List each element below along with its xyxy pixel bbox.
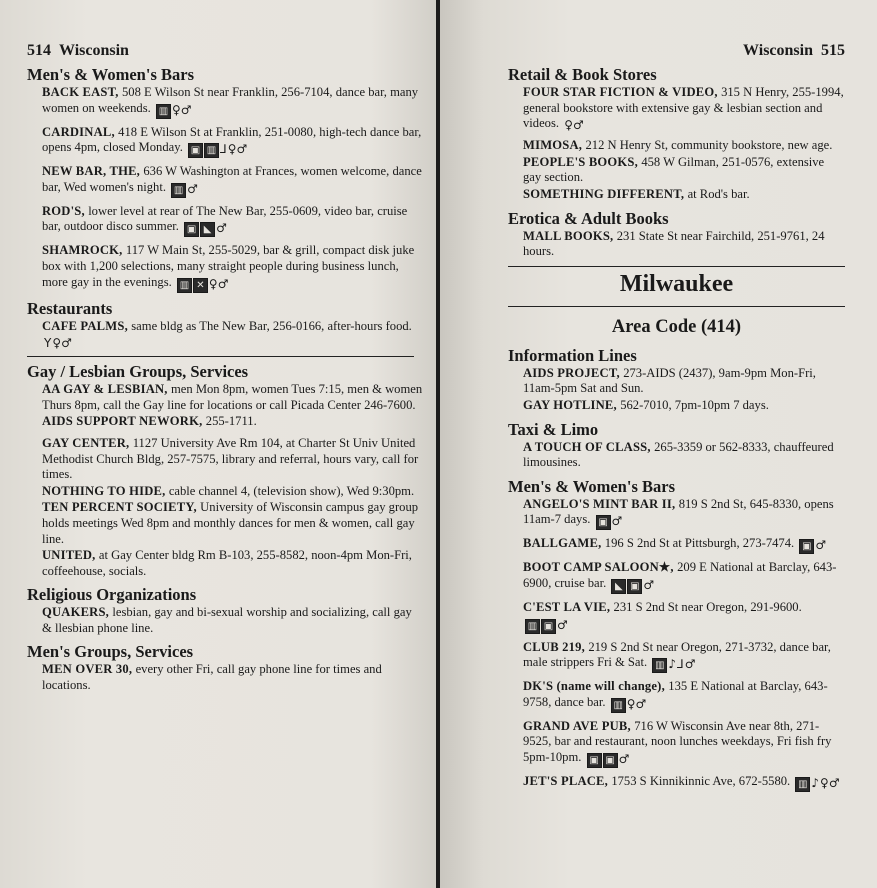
listing-details: 265-3359 or 562-8333, chauffeured limousines. bbox=[523, 439, 834, 470]
listing-details: 315 N Henry, 255-1994, general bookstore with extensive gay & lesbian section and videos. bbox=[523, 85, 844, 131]
listing-entry bbox=[523, 497, 845, 531]
jukebox-icon: ▥ bbox=[156, 104, 171, 119]
listing-details: 209 E National at Barclay, 643-6900, cruise bar. bbox=[523, 560, 837, 590]
listing-details: lesbian, gay and bi-sexual worship and socializing, call gay & llesbian phone line. bbox=[42, 605, 412, 635]
listing-name: MIMOSA, bbox=[523, 138, 586, 153]
listing-name: CAFE PALMS, bbox=[42, 318, 132, 333]
right-content-before bbox=[508, 65, 845, 260]
listing-icons bbox=[44, 337, 72, 350]
listing-details: 231 S 2nd St near Oregon, 291-9600. bbox=[613, 599, 802, 614]
listing-entry bbox=[523, 640, 845, 674]
gay-lesbian-symbol-icon: ♀♂ bbox=[227, 142, 248, 157]
listing-name: BOOT CAMP SALOON★, bbox=[523, 560, 678, 575]
page-number: 514 bbox=[27, 42, 51, 59]
listing-icons bbox=[171, 183, 198, 198]
listing-details: same bldg as The New Bar, 256-0166, after-hours food. bbox=[131, 318, 412, 333]
listing-entry bbox=[42, 414, 424, 430]
listing-icons bbox=[184, 222, 227, 237]
listing-entry bbox=[523, 560, 845, 594]
listing-entry bbox=[42, 662, 424, 693]
listing-details: 819 S 2nd St, 645-8330, opens 11am-7 days. bbox=[523, 496, 834, 527]
listing-name: FOUR STAR FICTION & VIDEO, bbox=[523, 85, 722, 99]
listing-entry bbox=[42, 243, 424, 292]
listing-details: 418 E Wilson St at Franklin, 251-0080, high-tech dance bar, opens 4pm, closed Monday. bbox=[42, 124, 422, 155]
listing-name: GRAND AVE PUB, bbox=[523, 718, 635, 733]
high-heel-icon: ⅃ bbox=[677, 657, 684, 672]
listing-entry bbox=[523, 600, 845, 634]
section-heading: Men's & Women's Bars bbox=[27, 65, 194, 84]
video-icon: ▣ bbox=[188, 143, 203, 158]
listing-details: 135 E National at Barclay, 643-9758, dance bar. bbox=[523, 679, 828, 709]
listing-name: BACK EAST, bbox=[42, 85, 122, 99]
gay-lesbian-symbol-icon: ♀♂ bbox=[820, 775, 840, 790]
section-heading: Men's Groups, Services bbox=[27, 642, 194, 662]
listing-entry bbox=[523, 774, 845, 792]
video-icon: ▣ bbox=[627, 579, 642, 594]
section-divider bbox=[27, 356, 414, 357]
left-content bbox=[27, 65, 424, 694]
boot-icon: ◣ bbox=[611, 579, 626, 594]
boot-icon: ◣ bbox=[200, 222, 215, 237]
section-heading: Men's & Women's Bars bbox=[508, 476, 675, 496]
listing-name: UNITED, bbox=[42, 548, 99, 563]
listing-entry bbox=[42, 319, 424, 351]
listing-icons bbox=[587, 753, 630, 768]
section-heading: Retail & Book Stores bbox=[508, 65, 657, 84]
listing-name: BALLGAME, bbox=[523, 536, 605, 551]
gay-lesbian-symbol-icon: ♀♂ bbox=[208, 276, 229, 291]
listing-entry bbox=[523, 679, 845, 713]
listing-name: MALL BOOKS, bbox=[523, 228, 617, 243]
city-rule-top bbox=[508, 266, 845, 267]
listing-icons bbox=[525, 619, 568, 634]
gay-lesbian-symbol-icon: ♀♂ bbox=[564, 118, 584, 133]
jukebox-icon: ▥ bbox=[611, 698, 626, 713]
page-number: 515 bbox=[821, 42, 845, 59]
listing-name: PEOPLE'S BOOKS, bbox=[523, 154, 642, 169]
listing-entry bbox=[523, 138, 845, 154]
listing-icons bbox=[564, 119, 584, 132]
listing-entry bbox=[42, 164, 424, 198]
listing-name: NOTHING TO HIDE, bbox=[42, 483, 169, 498]
male-symbol-icon: ♂ bbox=[557, 617, 568, 632]
listing-entry bbox=[523, 398, 845, 414]
listing-details: 273-AIDS (2437), 9am-9pm Mon-Fri, 11am-5pm Sat and Sun. bbox=[523, 365, 816, 396]
listing-icons bbox=[795, 777, 839, 792]
listing-details: 212 N Henry St, community bookstore, new age. bbox=[585, 138, 833, 153]
section-heading: Religious Organizations bbox=[27, 585, 197, 605]
jukebox-icon: ▥ bbox=[171, 183, 186, 198]
music-icon: ♪ bbox=[811, 775, 820, 790]
listing-entry bbox=[42, 382, 424, 413]
listing-name: GAY HOTLINE, bbox=[523, 397, 621, 412]
listing-name: AIDS PROJECT, bbox=[523, 365, 624, 380]
male-symbol-icon: ♂ bbox=[618, 751, 630, 766]
listing-name: JET'S PLACE, bbox=[523, 773, 612, 788]
jukebox-icon: ▥ bbox=[795, 777, 810, 792]
listing-details: every other Fri, call gay phone line for times and locations. bbox=[42, 662, 382, 693]
listing-details: 117 W Main St, 255-5029, bar & grill, compact disk juke box with 1,200 selections, many straight people during business lunch, more gay in the evenings. bbox=[42, 243, 415, 289]
gay-lesbian-symbol-icon: ♀♂ bbox=[171, 102, 192, 117]
listing-details: 219 S 2nd St near Oregon, 271-3732, dance bar, male strippers Fri & Sat. bbox=[523, 639, 831, 670]
running-head-left bbox=[27, 42, 424, 60]
right-content-after bbox=[508, 346, 845, 792]
listing-details: 255-1711. bbox=[205, 414, 257, 429]
listing-entry bbox=[523, 366, 845, 397]
video-icon: ▣ bbox=[603, 753, 618, 768]
listing-details: cable channel 4, (television show), Wed 9:30pm. bbox=[168, 483, 415, 498]
gay-lesbian-symbol-icon: ♀♂ bbox=[626, 696, 647, 711]
listing-details: University of Wisconsin campus gay group holds meetings Wed 8pm and monthly dances for men & women, call gay line. bbox=[42, 500, 419, 546]
listing-icons bbox=[799, 539, 826, 554]
listing-name: MEN OVER 30, bbox=[42, 662, 136, 677]
listing-icons bbox=[611, 698, 647, 713]
listing-details: 231 State St near Fairchild, 251-9761, 24 hours. bbox=[523, 228, 825, 259]
listing-entry bbox=[523, 719, 845, 768]
listing-name: ANGELO'S MINT BAR II, bbox=[523, 496, 679, 511]
male-symbol-icon: ♂ bbox=[611, 514, 623, 529]
listing-details: 196 S 2nd St at Pittsburgh, 273-7474. bbox=[604, 536, 795, 551]
listing-entry bbox=[42, 125, 424, 159]
listing-entry bbox=[42, 85, 424, 119]
listing-details: 458 W Gilman, 251-0576, extensive gay section. bbox=[523, 154, 825, 185]
listing-entry bbox=[523, 187, 845, 203]
right-page bbox=[440, 0, 877, 888]
video-icon: ▣ bbox=[541, 619, 556, 634]
listing-icons bbox=[177, 278, 229, 293]
listing-icons bbox=[596, 515, 623, 530]
listing-name: QUAKERS, bbox=[42, 605, 113, 620]
section-heading: Restaurants bbox=[27, 298, 113, 318]
music-icon: ♪ bbox=[668, 657, 677, 672]
listing-entry bbox=[523, 155, 845, 186]
video-icon: ▣ bbox=[596, 515, 611, 530]
left-page bbox=[0, 0, 436, 888]
jukebox-icon: ▥ bbox=[525, 619, 540, 634]
jukebox-icon: ▥ bbox=[177, 278, 192, 293]
jukebox-icon: ▥ bbox=[204, 143, 219, 158]
listing-icons bbox=[611, 579, 654, 594]
section-heading: Information Lines bbox=[508, 345, 637, 365]
listing-details: 636 W Washington at Frances, women welcome, dance bar, Wed women's night. bbox=[42, 164, 422, 194]
listing-details: at Gay Center bldg Rm B-103, 255-8582, noon-4pm Mon-Fri, coffeehouse, socials. bbox=[42, 548, 412, 578]
listing-entry bbox=[42, 500, 424, 547]
listing-name: A TOUCH OF CLASS, bbox=[523, 439, 655, 454]
listing-name: AIDS SUPPORT NEWORK, bbox=[42, 414, 206, 429]
gay-lesbian-symbol-icon: ♀♂ bbox=[52, 336, 72, 351]
high-heel-icon: ⅃ bbox=[220, 142, 227, 157]
male-symbol-icon: ♂ bbox=[643, 577, 655, 592]
state-name: Wisconsin bbox=[743, 42, 813, 59]
listing-entry bbox=[523, 440, 845, 471]
listing-name: ROD'S, bbox=[42, 203, 89, 218]
jukebox-icon: ▥ bbox=[652, 658, 667, 673]
utensils-icon: ✕ bbox=[193, 278, 208, 293]
listing-details: 508 E Wilson St near Franklin, 256-7104, dance bar, many women on weekends. bbox=[42, 85, 419, 115]
listing-icons bbox=[156, 104, 192, 119]
listing-name: TEN PERCENT SOCIETY, bbox=[42, 500, 201, 515]
listing-entry bbox=[42, 605, 424, 636]
listing-entry bbox=[42, 484, 424, 500]
listing-name: SOMETHING DIFFERENT, bbox=[523, 186, 688, 201]
area-code-heading: Area Code (414) bbox=[611, 316, 742, 337]
listing-name: CLUB 219, bbox=[523, 639, 589, 654]
listing-icons bbox=[188, 143, 247, 158]
listing-entry bbox=[42, 548, 424, 579]
listing-entry bbox=[42, 204, 424, 238]
running-head-right bbox=[508, 42, 845, 60]
listing-details: lower level at rear of The New Bar, 255-0609, video bar, cruise bar, outdoor disco summer. bbox=[42, 203, 408, 234]
listing-name: DK'S (name will change), bbox=[523, 679, 669, 694]
male-symbol-icon: ♂ bbox=[815, 538, 827, 553]
listing-details: 1753 S Kinnikinnic Ave, 672-5580. bbox=[611, 773, 791, 788]
cocktail-icon: Y bbox=[44, 336, 52, 351]
listing-name: AA GAY & LESBIAN, bbox=[42, 382, 171, 397]
listing-details: men Mon 8pm, women Tues 7:15, men & women Thurs 8pm, call the Gay line for locations or call Picada Center 246-7600. bbox=[42, 382, 423, 412]
listing-entry bbox=[523, 229, 845, 260]
section-heading: Taxi & Limo bbox=[508, 419, 599, 439]
male-symbol-icon: ♂ bbox=[216, 221, 227, 236]
state-name: Wisconsin bbox=[59, 42, 129, 59]
listing-name: SHAMROCK, bbox=[42, 243, 126, 258]
listing-details: at Rod's bar. bbox=[687, 186, 750, 201]
listing-name: CARDINAL, bbox=[42, 124, 119, 139]
listing-entry bbox=[42, 436, 424, 483]
section-heading: Gay / Lesbian Groups, Services bbox=[27, 362, 249, 382]
listing-details: 716 W Wisconsin Ave near 8th, 271-9525, bar and restaurant, noon lunches weekdays, Fri fish fry 5pm-10pm. bbox=[523, 718, 832, 764]
listing-name: GAY CENTER, bbox=[42, 435, 133, 450]
listing-name: NEW BAR, THE, bbox=[42, 164, 144, 179]
listing-entry bbox=[523, 536, 845, 554]
listing-icons bbox=[652, 658, 695, 673]
section-heading: Erotica & Adult Books bbox=[508, 208, 669, 228]
listing-details: 562-7010, 7pm-10pm 7 days. bbox=[620, 397, 769, 412]
male-symbol-icon: ♂ bbox=[187, 181, 198, 196]
city-title: Milwaukee bbox=[619, 270, 734, 297]
video-icon: ▣ bbox=[184, 222, 199, 237]
listing-details: 1127 University Ave Rm 104, at Charter St Univ United Methodist Church Bldg, 257-7575, library and referral, hours vary, call for times. bbox=[42, 435, 419, 482]
city-rule-bottom bbox=[508, 306, 845, 307]
video-icon: ▣ bbox=[587, 753, 602, 768]
listing-name: C'EST LA VIE, bbox=[523, 599, 614, 614]
listing-entry bbox=[523, 85, 845, 132]
video-icon: ▣ bbox=[799, 539, 814, 554]
male-symbol-icon: ♂ bbox=[684, 657, 696, 672]
